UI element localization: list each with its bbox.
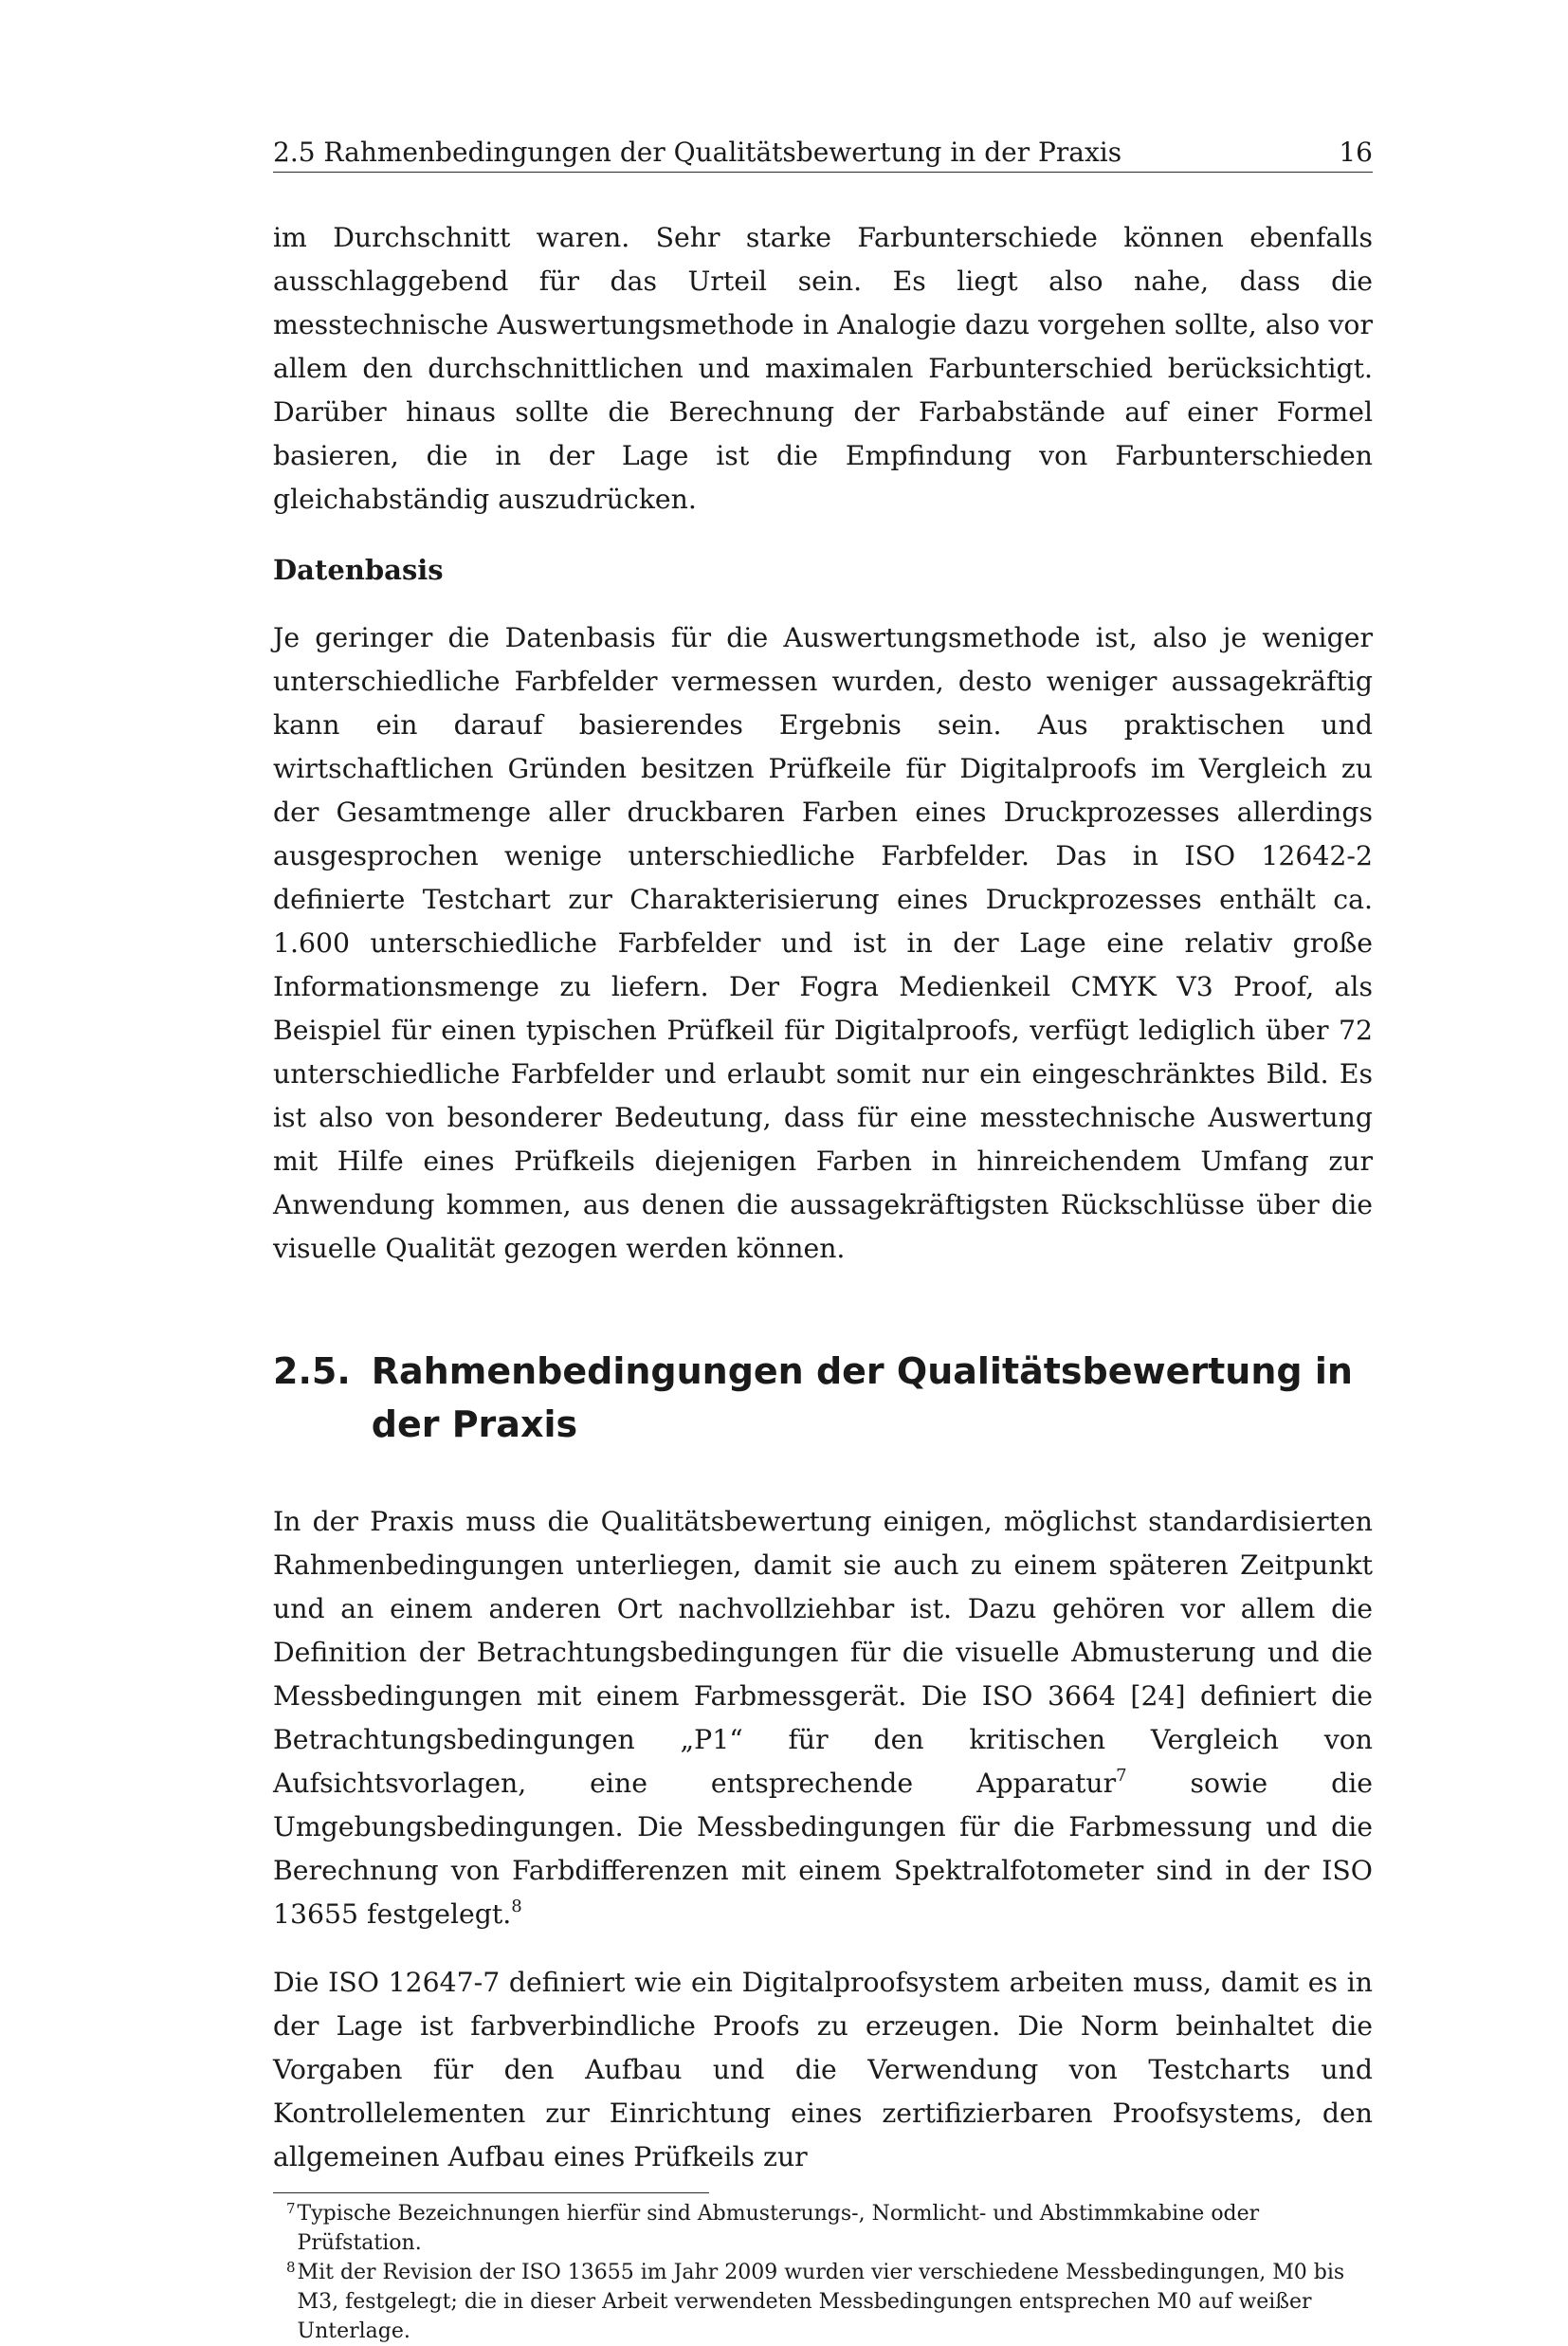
- footnote-divider: [273, 2192, 709, 2193]
- paragraph-datenbasis: Je geringer die Datenbasis für die Auswertungsmethode ist, also je weniger unterschiedliche Farbfelder vermessen wurden, desto weniger aussagekräftig kann ein darauf basierendes Ergebnis sein. Aus praktischen und wirtschaftlichen Gründen besitzen Prüfkeile für Digitalproofs im Vergleich zu der Gesamtmenge aller druckbaren Farben eines Druckprozesses allerdings ausgesprochen wenige unterschiedliche Farbfelder. Das in ISO 12642-2 definierte Testchart zur Charakterisierung eines Druckprozesses enthält ca. 1.600 unterschiedliche Farbfelder und ist in der Lage eine relativ große Informationsmenge zu liefern. Der Fogra Medienkeil CMYK V3 Proof, als Beispiel für einen typischen Prüfkeil für Digitalproofs, verfügt lediglich über 72 unterschiedliche Farbfelder und erlaubt somit nur ein eingeschränktes Bild. Es ist also von besonderer Bedeutung, dass für eine messtechnische Auswertung mit Hilfe eines Prüfkeils diejenigen Farben in hinreichendem Umfang zur Anwendung kommen, aus denen die aussagekräftigsten Rückschlüsse über die visuelle Qualität gezogen werden können.: [273, 622, 1373, 1264]
- footnote-reference-8[interactable]: 8: [511, 1897, 522, 1916]
- running-title: 2.5 Rahmenbedingungen der Qualitätsbewertung in der Praxis: [273, 137, 1122, 168]
- footnote-reference-7[interactable]: 7: [1116, 1766, 1127, 1786]
- footnote-mark: 7: [286, 2200, 296, 2218]
- paragraph-text: In der Praxis muss die Qualitätsbewertung einigen, möglichst standardisierten Rahmenbedingungen unterliegen, damit sie auch zu einem späteren Zeitpunkt und an einem anderen Ort nachvollziehbar ist. Dazu gehören vor allem die Definition der Betrachtungsbedingungen für die visuelle Abmusterung und die Messbedingungen mit einem Farbmessgerät. Die ISO 3664 [24] definiert die Betrachtungsbedingungen „P1“ für den kritischen Vergleich von Aufsichtsvorlagen, eine entsprechende Apparatur: [273, 1506, 1373, 1799]
- page-number: 16: [1339, 137, 1373, 168]
- paragraph-continuation: im Durchschnitt waren. Sehr starke Farbunterschiede können ebenfalls ausschlaggebend für das Urteil sein. Es liegt also nahe, dass die messtechnische Auswertungsmethode in Analogie dazu vorgehen sollte, also vor allem den durchschnittlichen und maximalen Farbunterschied berücksichtigt. Darüber hinaus sollte die Berechnung der Farbabstände auf einer Formel basieren, die in der Lage ist die Empfindung von Farbunterschieden gleichabständig auszudrücken.: [273, 222, 1373, 515]
- footnote-7: [273, 2199, 1373, 2258]
- footnote-mark: 8: [286, 2259, 296, 2277]
- section-number: 2.5.: [273, 1350, 351, 1392]
- section-title: Rahmenbedingungen der Qualitätsbewertung in der Praxis: [371, 1350, 1353, 1445]
- paragraph-text: sowie die Umgebungsbedingungen. Die Messbedingungen für die Farbmessung und die Berechnung von Farbdifferenzen mit einem Spektralfotometer sind in der ISO 13655 festgelegt.: [273, 1768, 1373, 1930]
- paragraph-iso-12647-7: Die ISO 12647-7 definiert wie ein Digitalproofsystem arbeiten muss, damit es in der Lage ist farbverbindliche Proofs zu erzeugen. Die Norm beinhaltet die Vorgaben für den Aufbau und die Verwendung von Testcharts und Kontrollelementen zur Einrichtung eines zertifizierbaren Proofsystems, den allgemeinen Aufbau eines Prüfkeils zur: [273, 1967, 1373, 2172]
- running-header: [273, 131, 1373, 173]
- footnotes: [273, 2199, 1373, 2346]
- footnote-text: Typische Bezeichnungen hierfür sind Abmusterungs-, Normlicht- und Abstimmkabine oder Prüfstation.: [297, 2202, 1260, 2256]
- footnote-8: [273, 2258, 1373, 2346]
- footnote-text: Mit der Revision der ISO 13655 im Jahr 2009 wurden vier verschiedene Messbedingungen, M0 bis M3, festgelegt; die in dieser Arbeit verwendeten Messbedingungen entsprechen M0 auf weißer Unterlage.: [297, 2261, 1345, 2344]
- page-body: [273, 216, 1373, 2346]
- paragraph-rahmenbedingungen: [273, 1500, 1373, 1936]
- section-heading: [273, 1345, 1373, 1451]
- paragraph-heading-datenbasis: Datenbasis: [273, 554, 444, 586]
